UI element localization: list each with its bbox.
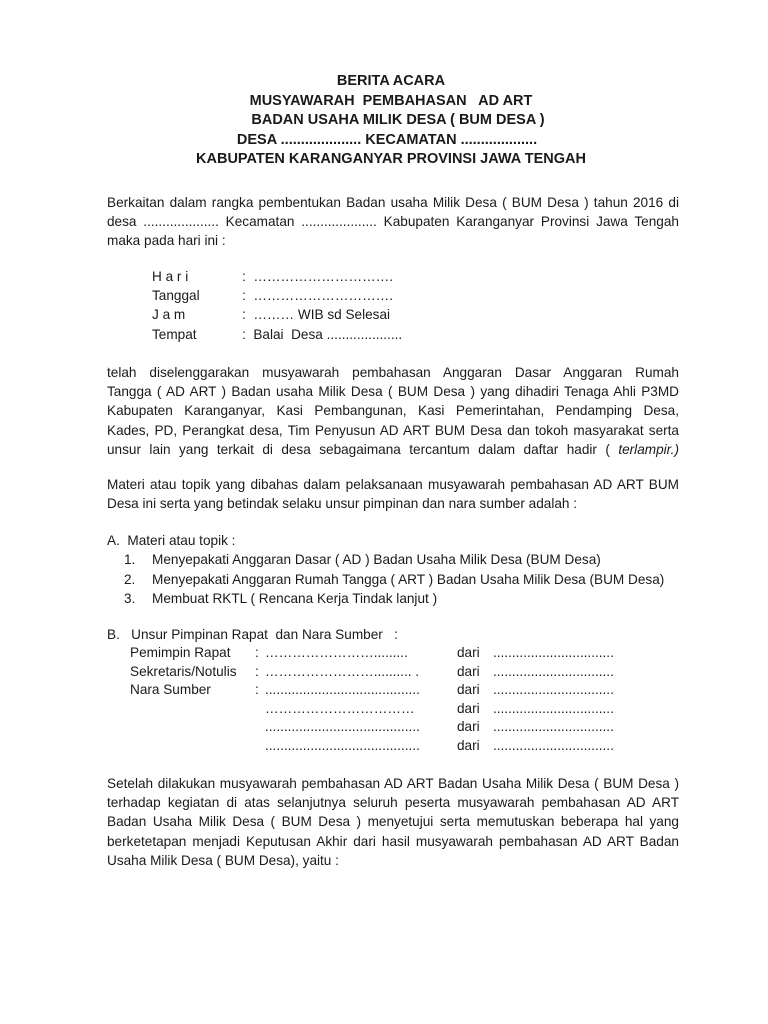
closing-line: berketetapan menjadi Keputusan Akhir dari hasil musyawarah pembahasan AD ART Badan xyxy=(107,833,679,849)
info-value: : …………………………. xyxy=(242,288,394,304)
materi-intro-paragraph xyxy=(107,475,679,513)
role-origin-field: ................................ xyxy=(493,663,614,679)
intro-line: Berkaitan dalam rangka pembentukan Badan usaha Milik Desa ( BUM Desa ) tahun 2016 di xyxy=(107,195,679,210)
info-label: Tanggal xyxy=(152,288,200,304)
role-colon xyxy=(255,718,265,737)
body-line: Kades, PD, Perangkat desa, Tim Penyusun AD ART BUM Desa dan tokoh masyarakat serta xyxy=(107,422,679,438)
role-name-field: ……………………......... xyxy=(265,645,408,660)
role-origin-field: ................................ xyxy=(493,645,614,660)
role-origin-field: ................................ xyxy=(493,737,614,753)
body-line: telah diselenggarakan musyawarah pembahasan Anggaran Dasar Anggaran Rumah xyxy=(107,365,679,380)
role-origin-field: ................................ xyxy=(493,700,614,716)
list-item xyxy=(124,589,664,609)
intro-paragraph xyxy=(107,193,679,251)
role-row xyxy=(130,644,614,663)
closing-paragraph xyxy=(107,774,679,870)
role-label xyxy=(130,737,255,756)
intro-line: desa .................... Kecamatan .................... Kabupaten Karanganyar Provinsi Jawa Tengah xyxy=(107,214,679,230)
info-label: J a m xyxy=(152,307,186,323)
info-row-jam xyxy=(152,305,402,324)
role-colon: : xyxy=(255,645,259,660)
body-line-last xyxy=(107,440,679,459)
role-dari: dari xyxy=(457,682,480,698)
role-label: Pemimpin Rapat xyxy=(130,645,231,660)
info-label: Tempat xyxy=(152,326,197,342)
title-line-4: DESA .................... KECAMATAN ................... xyxy=(236,131,538,148)
role-dari: dari xyxy=(457,663,480,679)
role-dari: dari xyxy=(457,737,480,753)
role-label: Sekretaris/Notulis xyxy=(130,663,237,679)
role-name-field: ......................................... xyxy=(265,719,420,735)
body-paragraph xyxy=(107,363,679,459)
info-value: : …………………………. xyxy=(242,269,394,284)
document-title xyxy=(0,72,768,170)
role-colon: : xyxy=(255,663,259,679)
body-line-italic: terlampir.) xyxy=(618,441,679,457)
section-a-heading: A. Materi atau topik : xyxy=(107,533,236,548)
list-item-text: Menyepakati Anggaran Dasar ( AD ) Badan Usaha Milik Desa (BUM Desa) xyxy=(152,552,601,567)
role-dari: dari xyxy=(457,719,480,735)
closing-line: Badan Usaha Milik Desa ( BUM Desa ) menyetujui serta memutuskan beberapa hal yang xyxy=(107,814,679,830)
role-label xyxy=(130,718,255,737)
info-row-tanggal xyxy=(152,286,402,305)
info-value: : Balai Desa .................... xyxy=(242,326,403,342)
list-item-number: 2. xyxy=(124,571,136,587)
role-name-field: ......................................... xyxy=(265,737,420,753)
title-line-3: BADAN USAHA MILIK DESA ( BUM DESA ) xyxy=(251,112,545,128)
role-row xyxy=(130,737,614,756)
list-item xyxy=(124,570,664,590)
role-colon xyxy=(255,700,265,719)
role-origin-field: ................................ xyxy=(493,682,614,698)
role-name-field: …………………….......... . xyxy=(265,663,420,679)
role-colon: : xyxy=(255,682,259,698)
role-origin-field: ................................ xyxy=(493,719,614,735)
title-line-2: MUSYAWARAH PEMBAHASAN AD ART xyxy=(249,92,533,109)
closing-line: Usaha Milik Desa ( BUM Desa), yaitu : xyxy=(107,852,339,868)
role-label: Nara Sumber xyxy=(130,682,211,698)
meeting-info xyxy=(152,267,402,344)
role-dari: dari xyxy=(457,645,480,660)
role-dari: dari xyxy=(457,700,480,716)
section-b-roles xyxy=(130,644,614,756)
closing-line: Setelah dilakukan musyawarah pembahasan AD ART Badan Usaha Milik Desa ( BUM Desa ) xyxy=(107,776,679,791)
list-item-text: Membuat RKTL ( Rencana Kerja Tindak lanjut ) xyxy=(152,591,438,606)
body-line-text: unsur lain yang terkait di desa sebagaimana tercantum dalam daftar hadir ( xyxy=(107,441,619,457)
body-line: Kabupaten Karanganyar, Kasi Pembangunan, Kasi Pemerintahan, Pendamping Desa, xyxy=(107,403,679,419)
closing-line: terhadap kegiatan di atas selanjutnya seluruh peserta musyawarah pembahasan AD ART xyxy=(107,795,679,811)
materi-intro-line: Desa ini serta yang betindak selaku unsur pimpinan dan nara sumber adalah : xyxy=(107,496,578,512)
list-item-number: 3. xyxy=(124,591,136,606)
info-row-tempat xyxy=(152,325,402,344)
role-colon xyxy=(255,737,265,756)
list-item xyxy=(124,550,664,570)
role-row xyxy=(130,663,614,682)
role-label xyxy=(130,700,255,719)
body-line: Tangga ( AD ART ) Badan usaha Milik Desa ( BUM Desa ) yang dihadiri Tenaga Ahli P3MD xyxy=(107,384,679,400)
title-line-5: KABUPATEN KARANGANYAR PROVINSI JAWA TENGAH xyxy=(196,151,586,167)
list-item-number: 1. xyxy=(124,552,136,567)
info-row-hari xyxy=(152,267,402,286)
section-a-list xyxy=(124,550,664,609)
role-name-field: …………………………… xyxy=(265,700,415,716)
list-item-text: Menyepakati Anggaran Rumah Tangga ( ART ) Badan Usaha Milik Desa (BUM Desa) xyxy=(152,571,665,587)
role-row xyxy=(130,681,614,700)
role-row xyxy=(130,718,614,737)
title-line-1: BERITA ACARA xyxy=(336,73,446,89)
info-label: H a r i xyxy=(152,269,189,284)
intro-line: maka pada hari ini : xyxy=(107,233,226,249)
section-b-heading: B. Unsur Pimpinan Rapat dan Nara Sumber : xyxy=(107,627,398,642)
role-name-field: ......................................... xyxy=(265,682,420,698)
info-value: : ……… WIB sd Selesai xyxy=(242,307,391,323)
role-row xyxy=(130,700,614,719)
materi-intro-line: Materi atau topik yang dibahas dalam pelaksanaan musyawarah pembahasan AD ART BUM xyxy=(107,477,679,492)
